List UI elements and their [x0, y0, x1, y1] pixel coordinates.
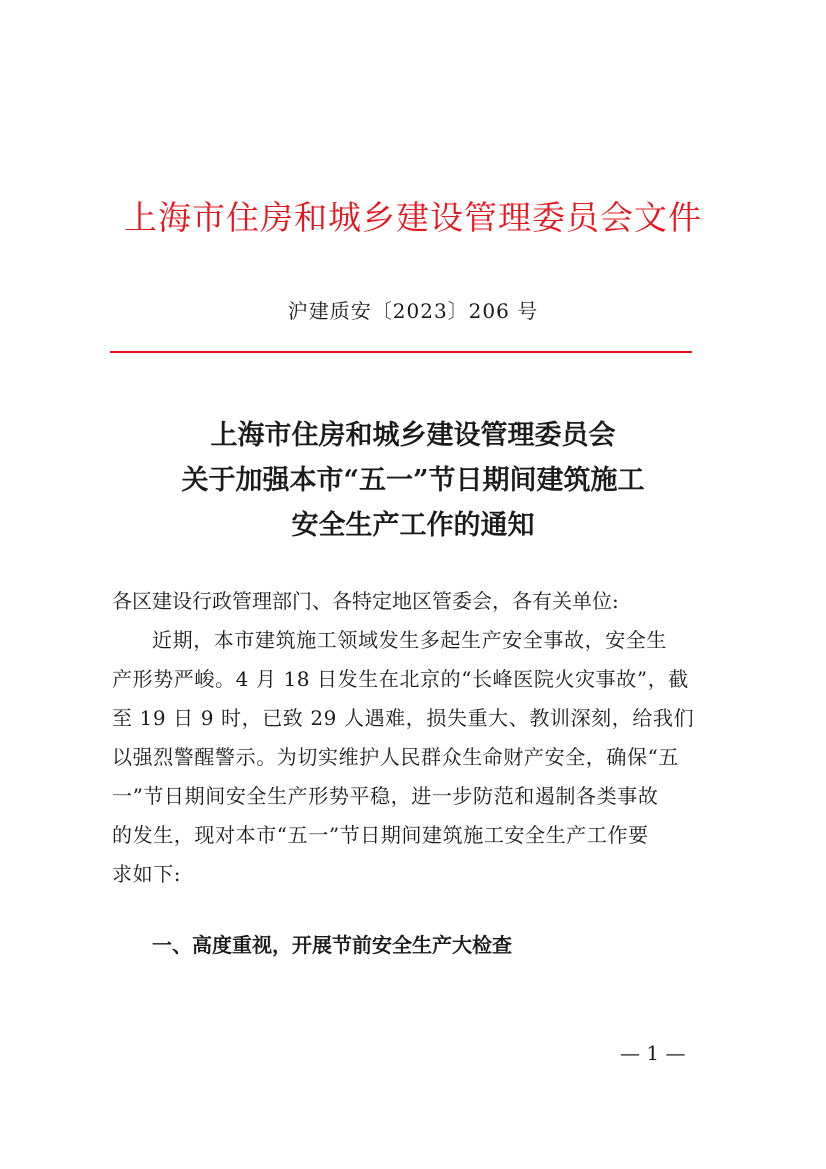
notice-title-line: 关于加强本市“五一”节日期间建筑施工 — [181, 465, 645, 496]
notice-title — [0, 413, 826, 548]
page-number: — 1 — — [620, 1041, 686, 1065]
issuer-title: 上海市住房和城乡建设管理委员会文件 — [124, 198, 702, 237]
body-text-line: 的发生，现对本市“五一”节日期间建筑施工安全生产工作要 — [112, 823, 649, 847]
body-text-line: 至 19 日 9 时，已致 29 人遇难，损失重大、教训深刻，给我们 — [112, 706, 695, 730]
body-text-line: 求如下: — [112, 862, 182, 886]
body-text-line: 产形势严峻。4 月 18 日发生在北京的“长峰医院火灾事故”，截 — [112, 667, 689, 691]
document-number: 沪建质安〔2023〕206 号 — [287, 299, 539, 323]
body-text-line: 一”节日期间安全生产形势平稳，进一步防范和遏制各类事故 — [112, 784, 659, 808]
section-heading: 一、高度重视，开展节前安全生产大检查 — [152, 933, 512, 957]
body-text-line: 以强烈警醒警示。为切实维护人民群众生命财产安全，确保“五 — [112, 745, 680, 769]
notice-title-line: 上海市住房和城乡建设管理委员会 — [210, 420, 616, 451]
notice-title-line: 安全生产工作的通知 — [291, 510, 535, 541]
addressee-line: 各区建设行政管理部门、各特定地区管委会，各有关单位: — [112, 589, 619, 613]
body-text-line: 近期，本市建筑施工领域发生多起生产安全事故，安全生 — [152, 628, 667, 652]
red-divider-line — [110, 351, 692, 353]
